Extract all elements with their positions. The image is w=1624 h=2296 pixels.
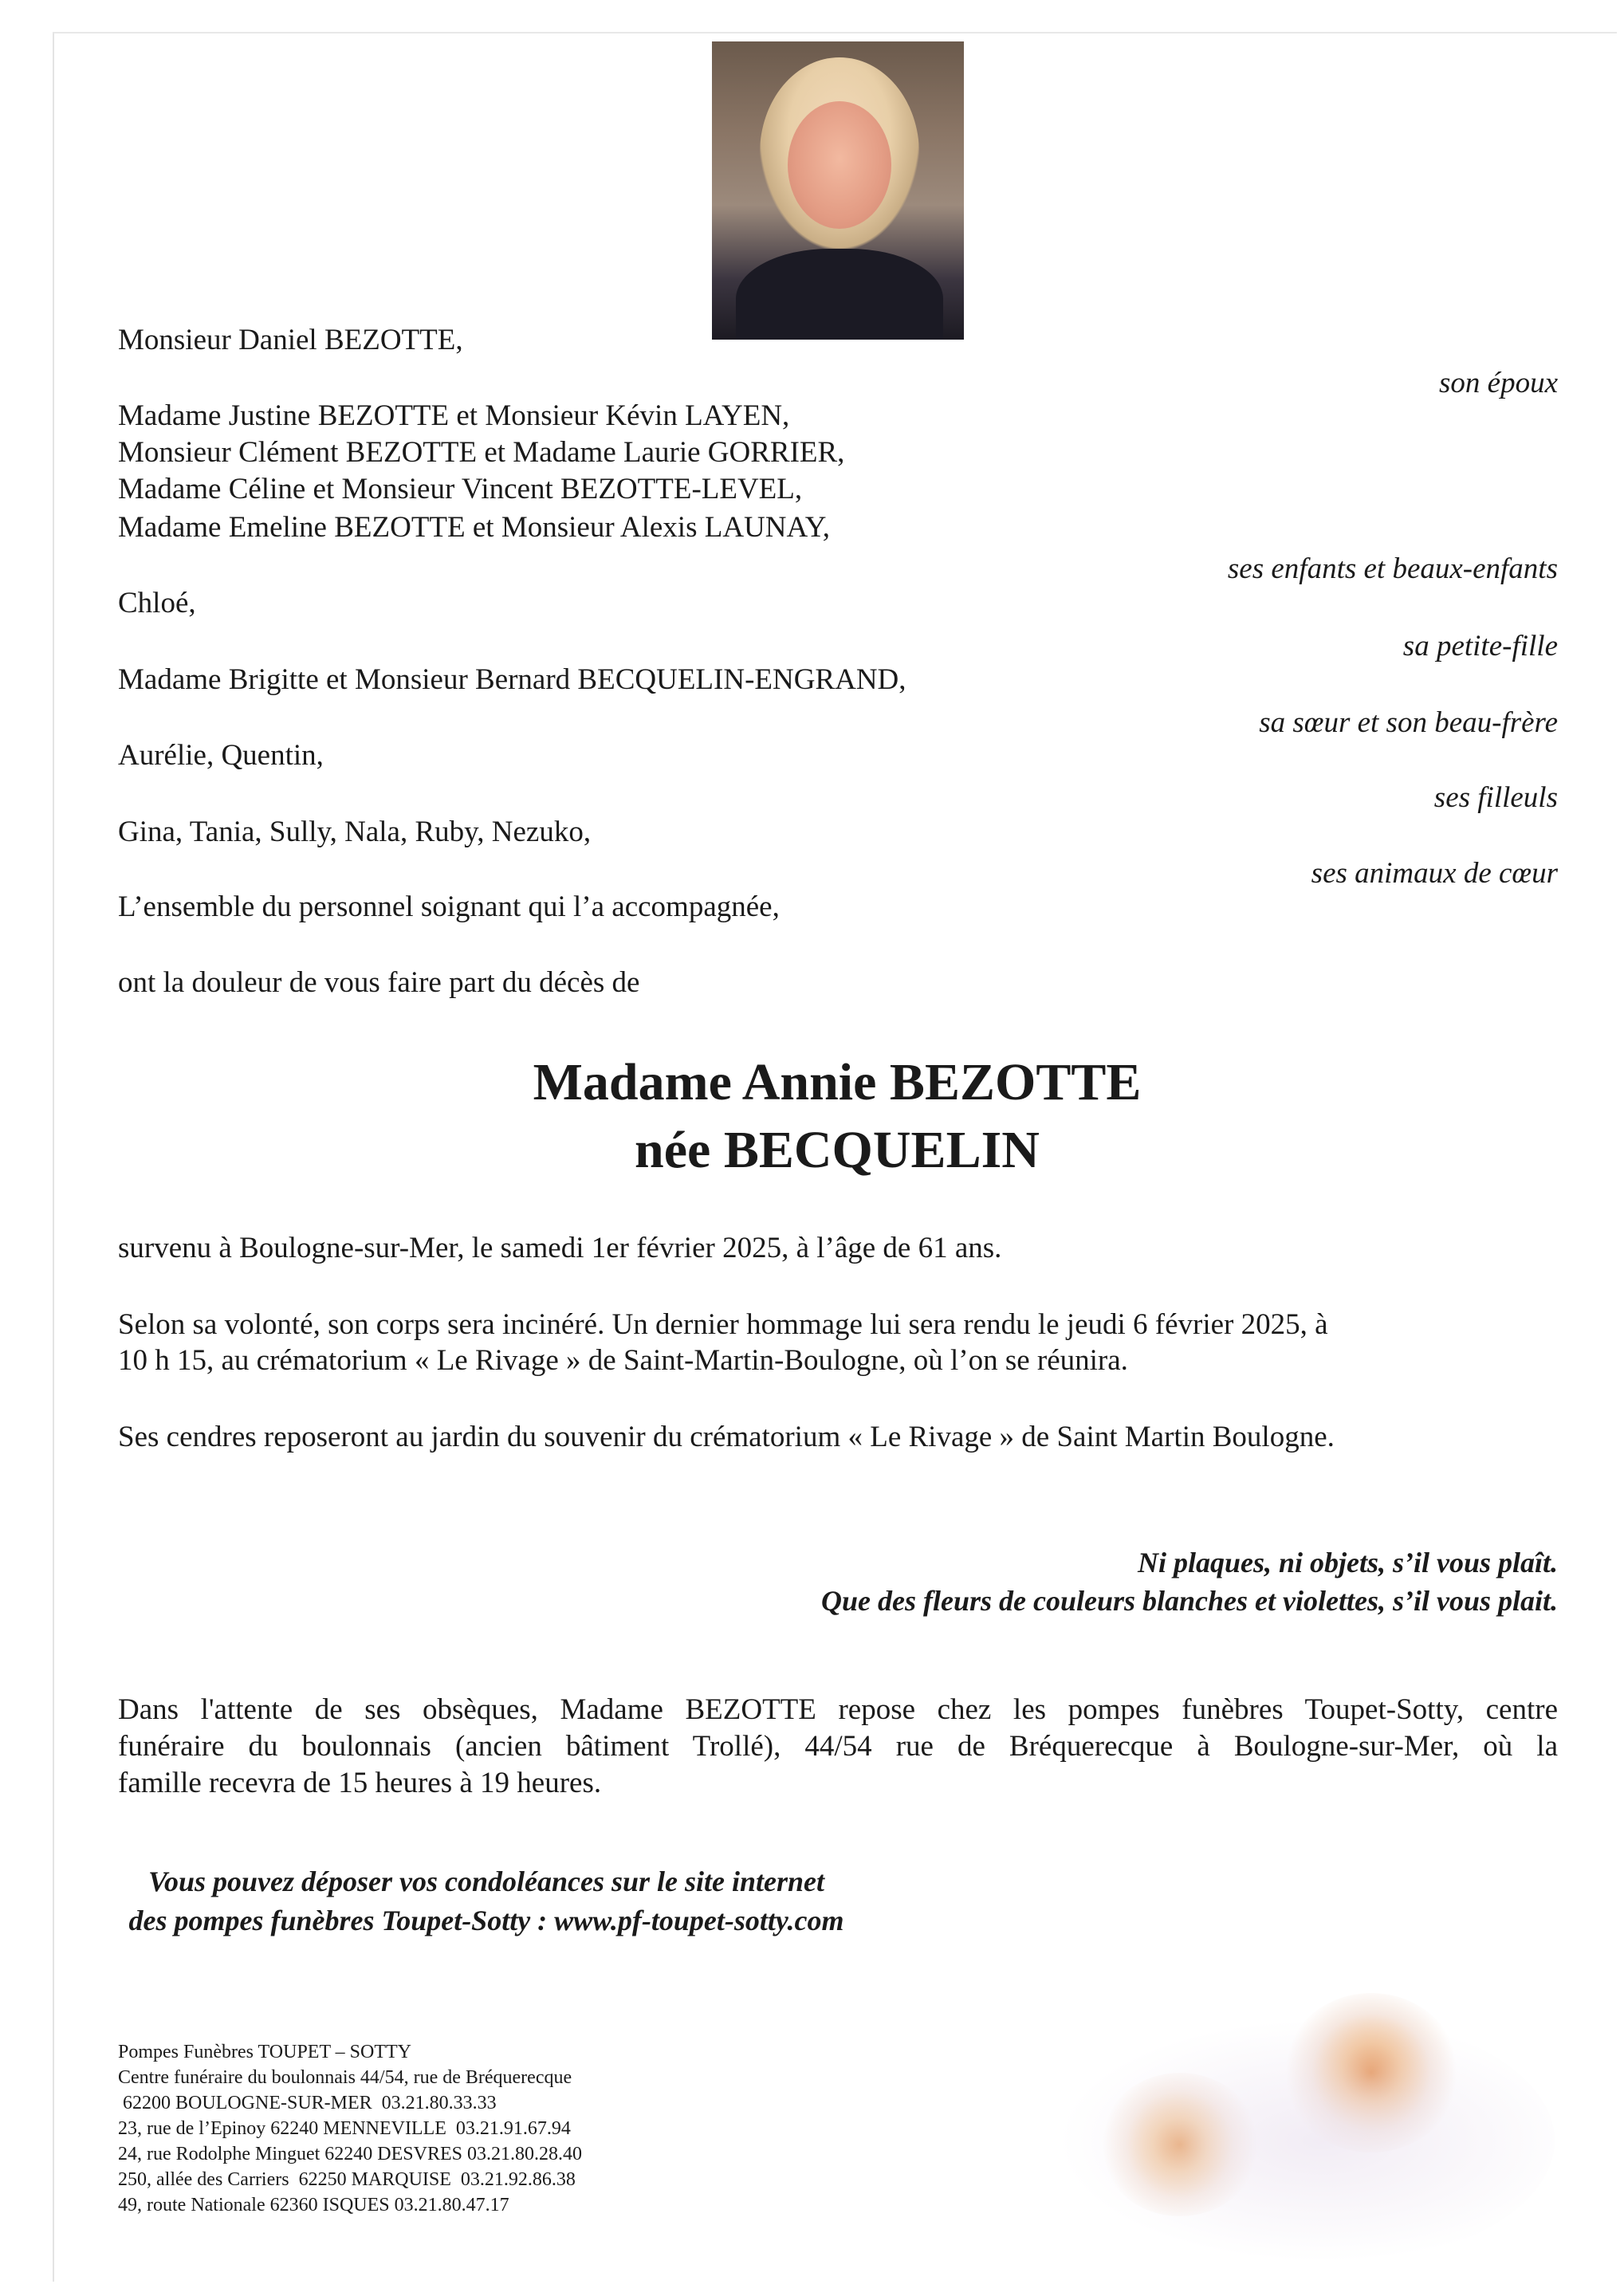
- footer-line: 250, allée des Carriers 62250 MARQUISE 03.21.92.86.38: [118, 2169, 576, 2190]
- ashes-details: Ses cendres reposeront au jardin du souvenir du crématorium « Le Rivage » de Saint Martin Boulogne.: [118, 1421, 1335, 1453]
- family-line: Madame Justine BEZOTTE et Monsieur Kévin LAYEN,: [118, 399, 790, 432]
- family-line: Chloé,: [118, 587, 196, 619]
- relation-label: ses filleuls: [1433, 781, 1558, 814]
- deceased-name: Madame Annie BEZOTTE: [533, 1053, 1142, 1111]
- announcement-text: ont la douleur de vous faire part du décès de: [118, 966, 640, 999]
- family-line: Monsieur Clément BEZOTTE et Madame Laurie GORRIER,: [118, 436, 845, 469]
- family-line: Monsieur Daniel BEZOTTE,: [118, 324, 463, 356]
- family-line: Madame Brigitte et Monsieur Bernard BECQUELIN-ENGRAND,: [118, 663, 906, 696]
- ceremony-line: 10 h 15, au crématorium « Le Rivage » de Saint-Martin-Boulogne, où l’on se réunira.: [118, 1344, 1128, 1377]
- footer-line: Pompes Funèbres TOUPET – SOTTY: [118, 2042, 412, 2062]
- footer-line: 23, rue de l’Epinoy 62240 MENNEVILLE 03.21.91.67.94: [118, 2118, 571, 2139]
- visitation-line: funéraire du boulonnais (ancien bâtiment Trollé), 44/54 rue de Bréquerecque à Boulogne-sur-Mer, où la: [118, 1730, 1558, 1763]
- photo-face: [788, 101, 891, 229]
- family-line: Gina, Tania, Sully, Nala, Ruby, Nezuko,: [118, 816, 592, 848]
- visitation-line: famille recevra de 15 heures à 19 heures.: [118, 1767, 602, 1799]
- photo-body: [736, 249, 943, 340]
- ceremony-line: Selon sa volonté, son corps sera incinéré. Un dernier hommage lui sera rendu le jeudi 6 février 2025, à: [118, 1308, 1328, 1341]
- visitation-line: Dans l'attente de ses obsèques, Madame BEZOTTE repose chez les pompes funèbres Toupet-Sotty, centre: [118, 1693, 1558, 1726]
- relation-label: sa sœur et son beau-frère: [1259, 706, 1558, 739]
- family-line: Madame Céline et Monsieur Vincent BEZOTTE-LEVEL,: [118, 473, 803, 505]
- footer-line: 24, rue Rodolphe Minguet 62240 DESVRES 03.21.80.28.40: [118, 2144, 582, 2164]
- condolences-line: des pompes funèbres Toupet-Sotty : www.pf-toupet-sotty.com: [128, 1905, 844, 1936]
- condolences-line: Vous pouvez déposer vos condoléances sur le site internet: [147, 1866, 824, 1897]
- visitation-paragraph: [118, 1692, 1558, 1802]
- wishes-line: Que des fleurs de couleurs blanches et violettes, s’il vous plait.: [821, 1585, 1558, 1617]
- family-line: Aurélie, Quentin,: [118, 739, 324, 772]
- footer-line: 49, route Nationale 62360 ISQUES 03.21.80.47.17: [118, 2195, 509, 2215]
- family-line: Madame Emeline BEZOTTE et Monsieur Alexis LAUNAY,: [118, 511, 831, 544]
- relation-label: ses enfants et beaux-enfants: [1227, 552, 1558, 585]
- flower-decoration: [1036, 2009, 1555, 2272]
- footer-line: Centre funéraire du boulonnais 44/54, rue de Bréquerecque: [118, 2067, 572, 2088]
- family-line: L’ensemble du personnel soignant qui l’a accompagnée,: [118, 890, 780, 923]
- relation-label: sa petite-fille: [1402, 630, 1558, 662]
- relation-label: son époux: [1439, 367, 1558, 399]
- death-details: survenu à Boulogne-sur-Mer, le samedi 1er février 2025, à l’âge de 61 ans.: [118, 1232, 1002, 1264]
- funeral-home-footer: [118, 2039, 582, 2218]
- deceased-maiden-name: née BECQUELIN: [635, 1121, 1040, 1179]
- relation-label: ses animaux de cœur: [1311, 857, 1558, 890]
- footer-line: 62200 BOULOGNE-SUR-MER 03.21.80.33.33: [118, 2093, 497, 2113]
- wishes-line: Ni plaques, ni objets, s’il vous plaît.: [1137, 1547, 1558, 1578]
- portrait-photo: [712, 41, 964, 340]
